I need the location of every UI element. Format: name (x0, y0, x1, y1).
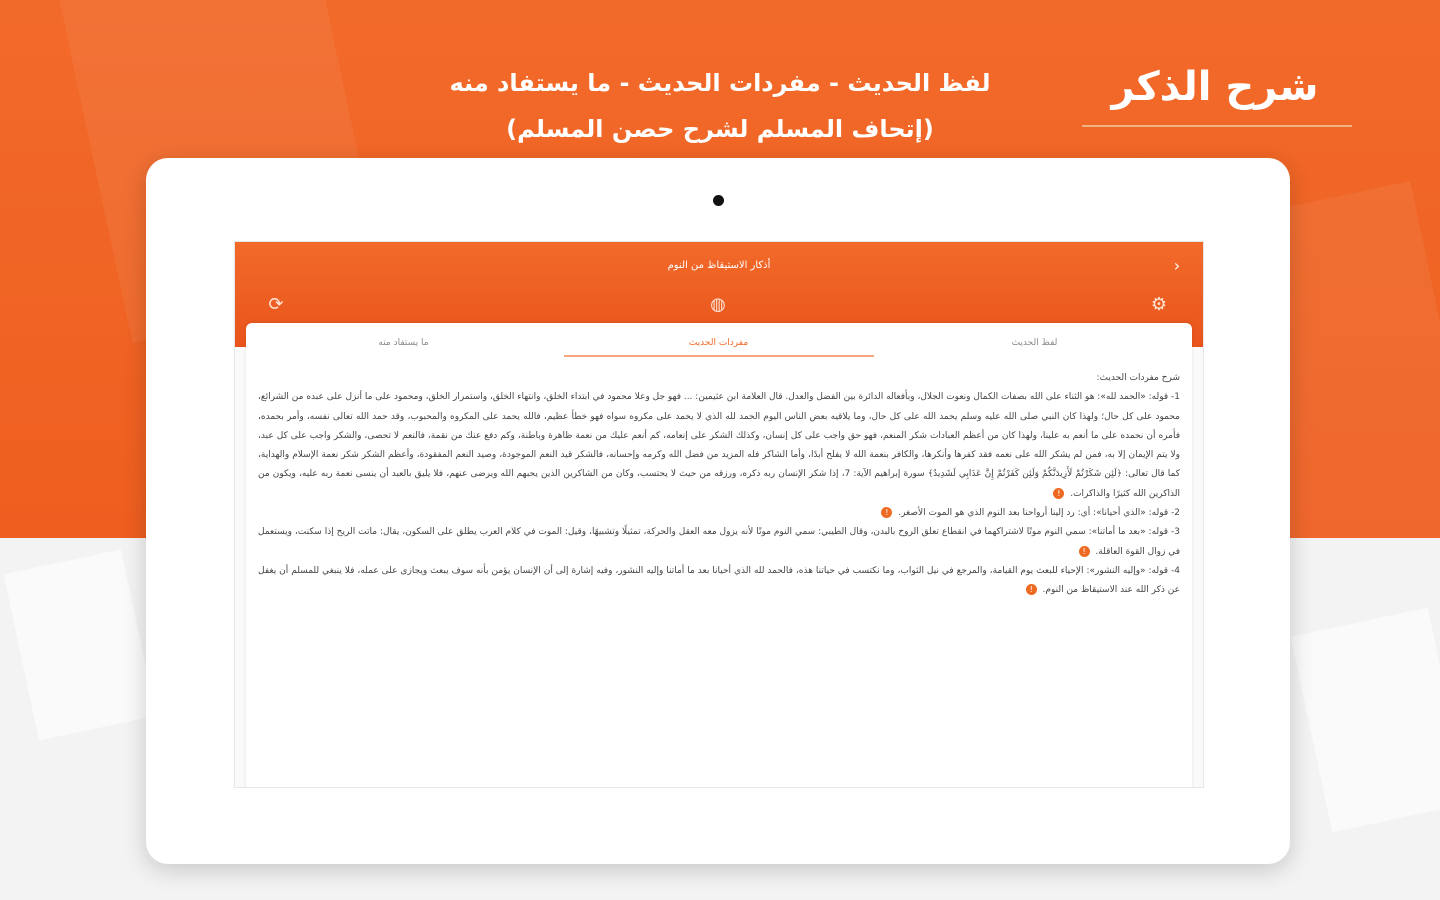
content-card (246, 323, 1192, 788)
share-button[interactable] (265, 294, 287, 316)
tab-bar (246, 323, 1192, 357)
paragraph: 1- قوله: «الحمد لله»: هو الثناء على الله بصفات الكمال ونعوت الجلال، وبأفعاله الدائرة بين الفضل والعدل. قال العلامة ابن عثيمين: ... فهو جل وعلا محمود في ابتداء الخلق، وانتهاء الخلق، واستمرار الخلق، ومحمود على ما أنزل على عبده من الشرائع، محمود على كل حال؛ ولهذا كان النبي صلى الله عليه وسلم يحمد الله على كل حال، وما يلاقيه بعض الناس اليوم الحمد لله الذي لا يحمد على مكروه سواه فهو خطأ عظيم، فالله يحمد على المكروه والمحبوب، وقد حمد الله تعالى نفسه، وأمر بحمده، فأمره أن نحمده على ما أنعم به علينا، ولهذا كان من أعظم العبادات شكر المنعم، فهو حق واجب على كل إنسان، وكذلك الشكر على إنعامه، كم أنعم عليك من نعمة ظاهرة وباطنة، وكم دفع عنك من نقمة، فالنعم لا تحصى، والشكر واجب على كل عبد، ولا يتم الإيمان إلا به، فمن لم يشكر الله على نعمه فقد كفرها وأنكرها، والكافر بنعمة الله لا يفلح أبدًا، وأما الشاكر فله المزيد من فضل الله وكرمه وإحسانه، فالشكر قيد النعم الموجودة، وصيد النعم المفقودة، وأعظم الشكر شكر نعمة الإسلام والهداية، كما قال تعالى: ﴿لَئِن شَكَرْتُمْ لَأَزِيدَنَّكُمْ وَلَئِن كَفَرْتُمْ إِنَّ عَذَابِي لَشَدِيدٌ﴾ سورة إبراهيم الآية: 7، إذا شكر الإنسان ربه ذكره، ورزقه من حيث لا يحتسب، وكان من الشاكرين الذين يحبهم الله ويرضى عنهم، فلا يليق بالعبد أن ينسى نعمة ربه عليه، ويكون من الذاكرين الله كثيرًا والذاكرات. ! (258, 392, 1180, 499)
promo-title: شرح الذكر (1111, 64, 1319, 110)
promo-title-underline (1082, 125, 1352, 127)
section-heading: شرح مفردات الحديث: (1096, 373, 1180, 383)
paragraph: 4- قوله: «وإليه النشور»: الإحياء للبعث يوم القيامة، والمرجع في نيل الثواب، وما نكتسب في حياتنا هذه، فالحمد لله الذي أحيانا بعد ما أماتنا وإليه النشور، وفيه إشارة إلى أن الإنسان يؤمن بأنه سوف يبعث ويجازى على عمله، فلا ينبغي للمسلم أن يغفل عن ذكر الله عند الاستيقاظ من النوم. ! (258, 565, 1180, 596)
active-tab-indicator (564, 355, 874, 357)
footnote-marker-icon[interactable]: ! (881, 507, 892, 518)
explanation-text (258, 369, 1180, 788)
settings-icon: ⚙ (1150, 294, 1168, 315)
footnote-marker-icon[interactable]: ! (1026, 584, 1037, 595)
page-title: أذكار الاستيقاظ من النوم (667, 260, 771, 271)
tab-hadith-text[interactable]: لفظ الحديث (1011, 338, 1058, 348)
promo-subtitle-line1: لفظ الحديث - مفردات الحديث - ما يستفاد منه (449, 69, 991, 97)
background-decoration (1291, 608, 1440, 833)
chevron-right-icon: › (1173, 256, 1181, 275)
paragraph: 2- قوله: «الذي أحيانا»: أي: رد إلينا أرواحنا بعد النوم الذي هو الموت الأصغر. ! (258, 504, 1180, 523)
language-button[interactable] (707, 294, 729, 316)
background-decoration (4, 549, 157, 740)
footnote-marker-icon[interactable]: ! (1079, 546, 1090, 557)
paragraph: 3- قوله: «بعد ما أماتنا»: سمي النوم موتًا لاشتراكهما في انقطاع تعلق الروح بالبدن، وقال الطيبي: سمي النوم موتًا لأنه يزول معه العقل والحركة، تمثيلًا وتشبيهًا، وقيل: الموت في كلام العرب يطلق على السكون، يقال: ماتت الريح إذا سكنت، ويستعمل في زوال القوة العاقلة. ! (258, 527, 1180, 557)
tab-benefits[interactable]: ما يستفاد منه (378, 338, 429, 348)
globe-icon: ◍ (710, 294, 726, 315)
tablet-camera (713, 195, 724, 206)
settings-button[interactable] (1148, 294, 1170, 316)
promo-subtitle-line2: (إتحاف المسلم لشرح حصن المسلم) (506, 115, 934, 143)
tablet-frame (146, 158, 1290, 864)
back-button[interactable] (1167, 256, 1187, 276)
footnote-marker-icon[interactable]: ! (1053, 488, 1064, 499)
share-icon: ⟳ (268, 294, 284, 315)
app-screen (234, 241, 1204, 788)
promo-subtitle (400, 60, 1040, 152)
tab-vocabulary[interactable]: مفردات الحديث (688, 338, 749, 348)
